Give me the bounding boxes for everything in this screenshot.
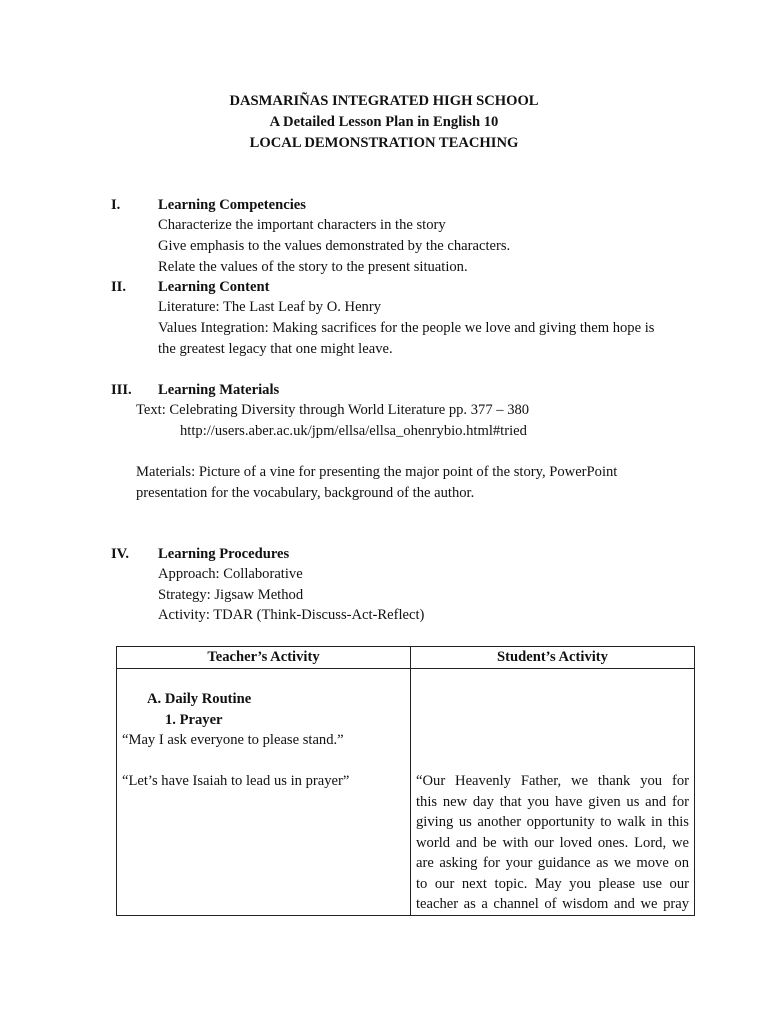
- text-reference-line: Text: Celebrating Diversity through World Literature pp. 377 – 380: [136, 402, 530, 418]
- section-1-heading: Learning Competencies: [158, 197, 306, 213]
- literature-line: Literature: The Last Leaf by O. Henry: [158, 299, 382, 315]
- section-3-heading: Learning Materials: [158, 382, 280, 398]
- section-2-heading: Learning Content: [158, 279, 270, 295]
- student-line: to our next topic. May you please use our: [416, 876, 689, 892]
- teacher-activity-header: Teacher’s Activity: [117, 647, 411, 669]
- table-row: [117, 669, 695, 916]
- student-line: teacher as a channel of wisdom and we pray: [416, 896, 689, 912]
- teacher-line: “May I ask everyone to please stand.”: [122, 732, 344, 748]
- teacher-line: “Let’s have Isaiah to lead us in prayer”: [122, 773, 350, 789]
- section-3-number: III.: [111, 382, 132, 398]
- document-title: A Detailed Lesson Plan in English 10: [269, 114, 499, 130]
- section-2-number: II.: [111, 279, 127, 295]
- student-line: giving us another opportunity to walk in this: [416, 814, 689, 830]
- reference-url: http://users.aber.ac.uk/jpm/ellsa/ellsa_ohenrybio.html#tried: [180, 423, 527, 439]
- values-integration-line: Values Integration: Making sacrifices for the people we love and giving them hope is: [158, 320, 655, 336]
- materials-line: Materials: Picture of a vine for presenting the major point of the story, PowerPoint: [136, 464, 618, 480]
- student-line: world and be with our loved ones. Lord, we: [416, 835, 689, 851]
- daily-routine-heading: A. Daily Routine: [147, 691, 252, 707]
- competency-line: Relate the values of the story to the present situation.: [158, 259, 468, 275]
- student-activity-header: Student’s Activity: [411, 647, 695, 669]
- competency-line: Characterize the important characters in the story: [158, 217, 446, 233]
- document-subtitle: LOCAL DEMONSTRATION TEACHING: [249, 135, 519, 151]
- table-header-row: [117, 647, 695, 669]
- section-4-heading: Learning Procedures: [158, 546, 290, 562]
- section-4-number: IV.: [111, 546, 129, 562]
- student-line: are asking for your guidance as we move on: [416, 855, 689, 871]
- activity-table: [116, 646, 695, 916]
- competency-line: Give emphasis to the values demonstrated by the characters.: [158, 238, 511, 254]
- student-line: “Our Heavenly Father, we thank you for: [416, 773, 689, 789]
- student-line: this new day that you have given us and for: [416, 794, 689, 810]
- approach-line: Approach: Collaborative: [158, 566, 303, 582]
- section-1-number: I.: [111, 197, 121, 213]
- school-name: DASMARIÑAS INTEGRATED HIGH SCHOOL: [229, 93, 539, 109]
- student-activity-cell: [411, 669, 695, 916]
- activity-line: Activity: TDAR (Think-Discuss-Act-Reflect): [158, 607, 425, 623]
- strategy-line: Strategy: Jigsaw Method: [158, 587, 304, 603]
- teacher-activity-cell: [117, 669, 411, 916]
- materials-line: presentation for the vocabulary, background of the author.: [136, 485, 475, 501]
- prayer-item: 1. Prayer: [165, 712, 223, 728]
- values-integration-line: the greatest legacy that one might leave.: [158, 341, 393, 357]
